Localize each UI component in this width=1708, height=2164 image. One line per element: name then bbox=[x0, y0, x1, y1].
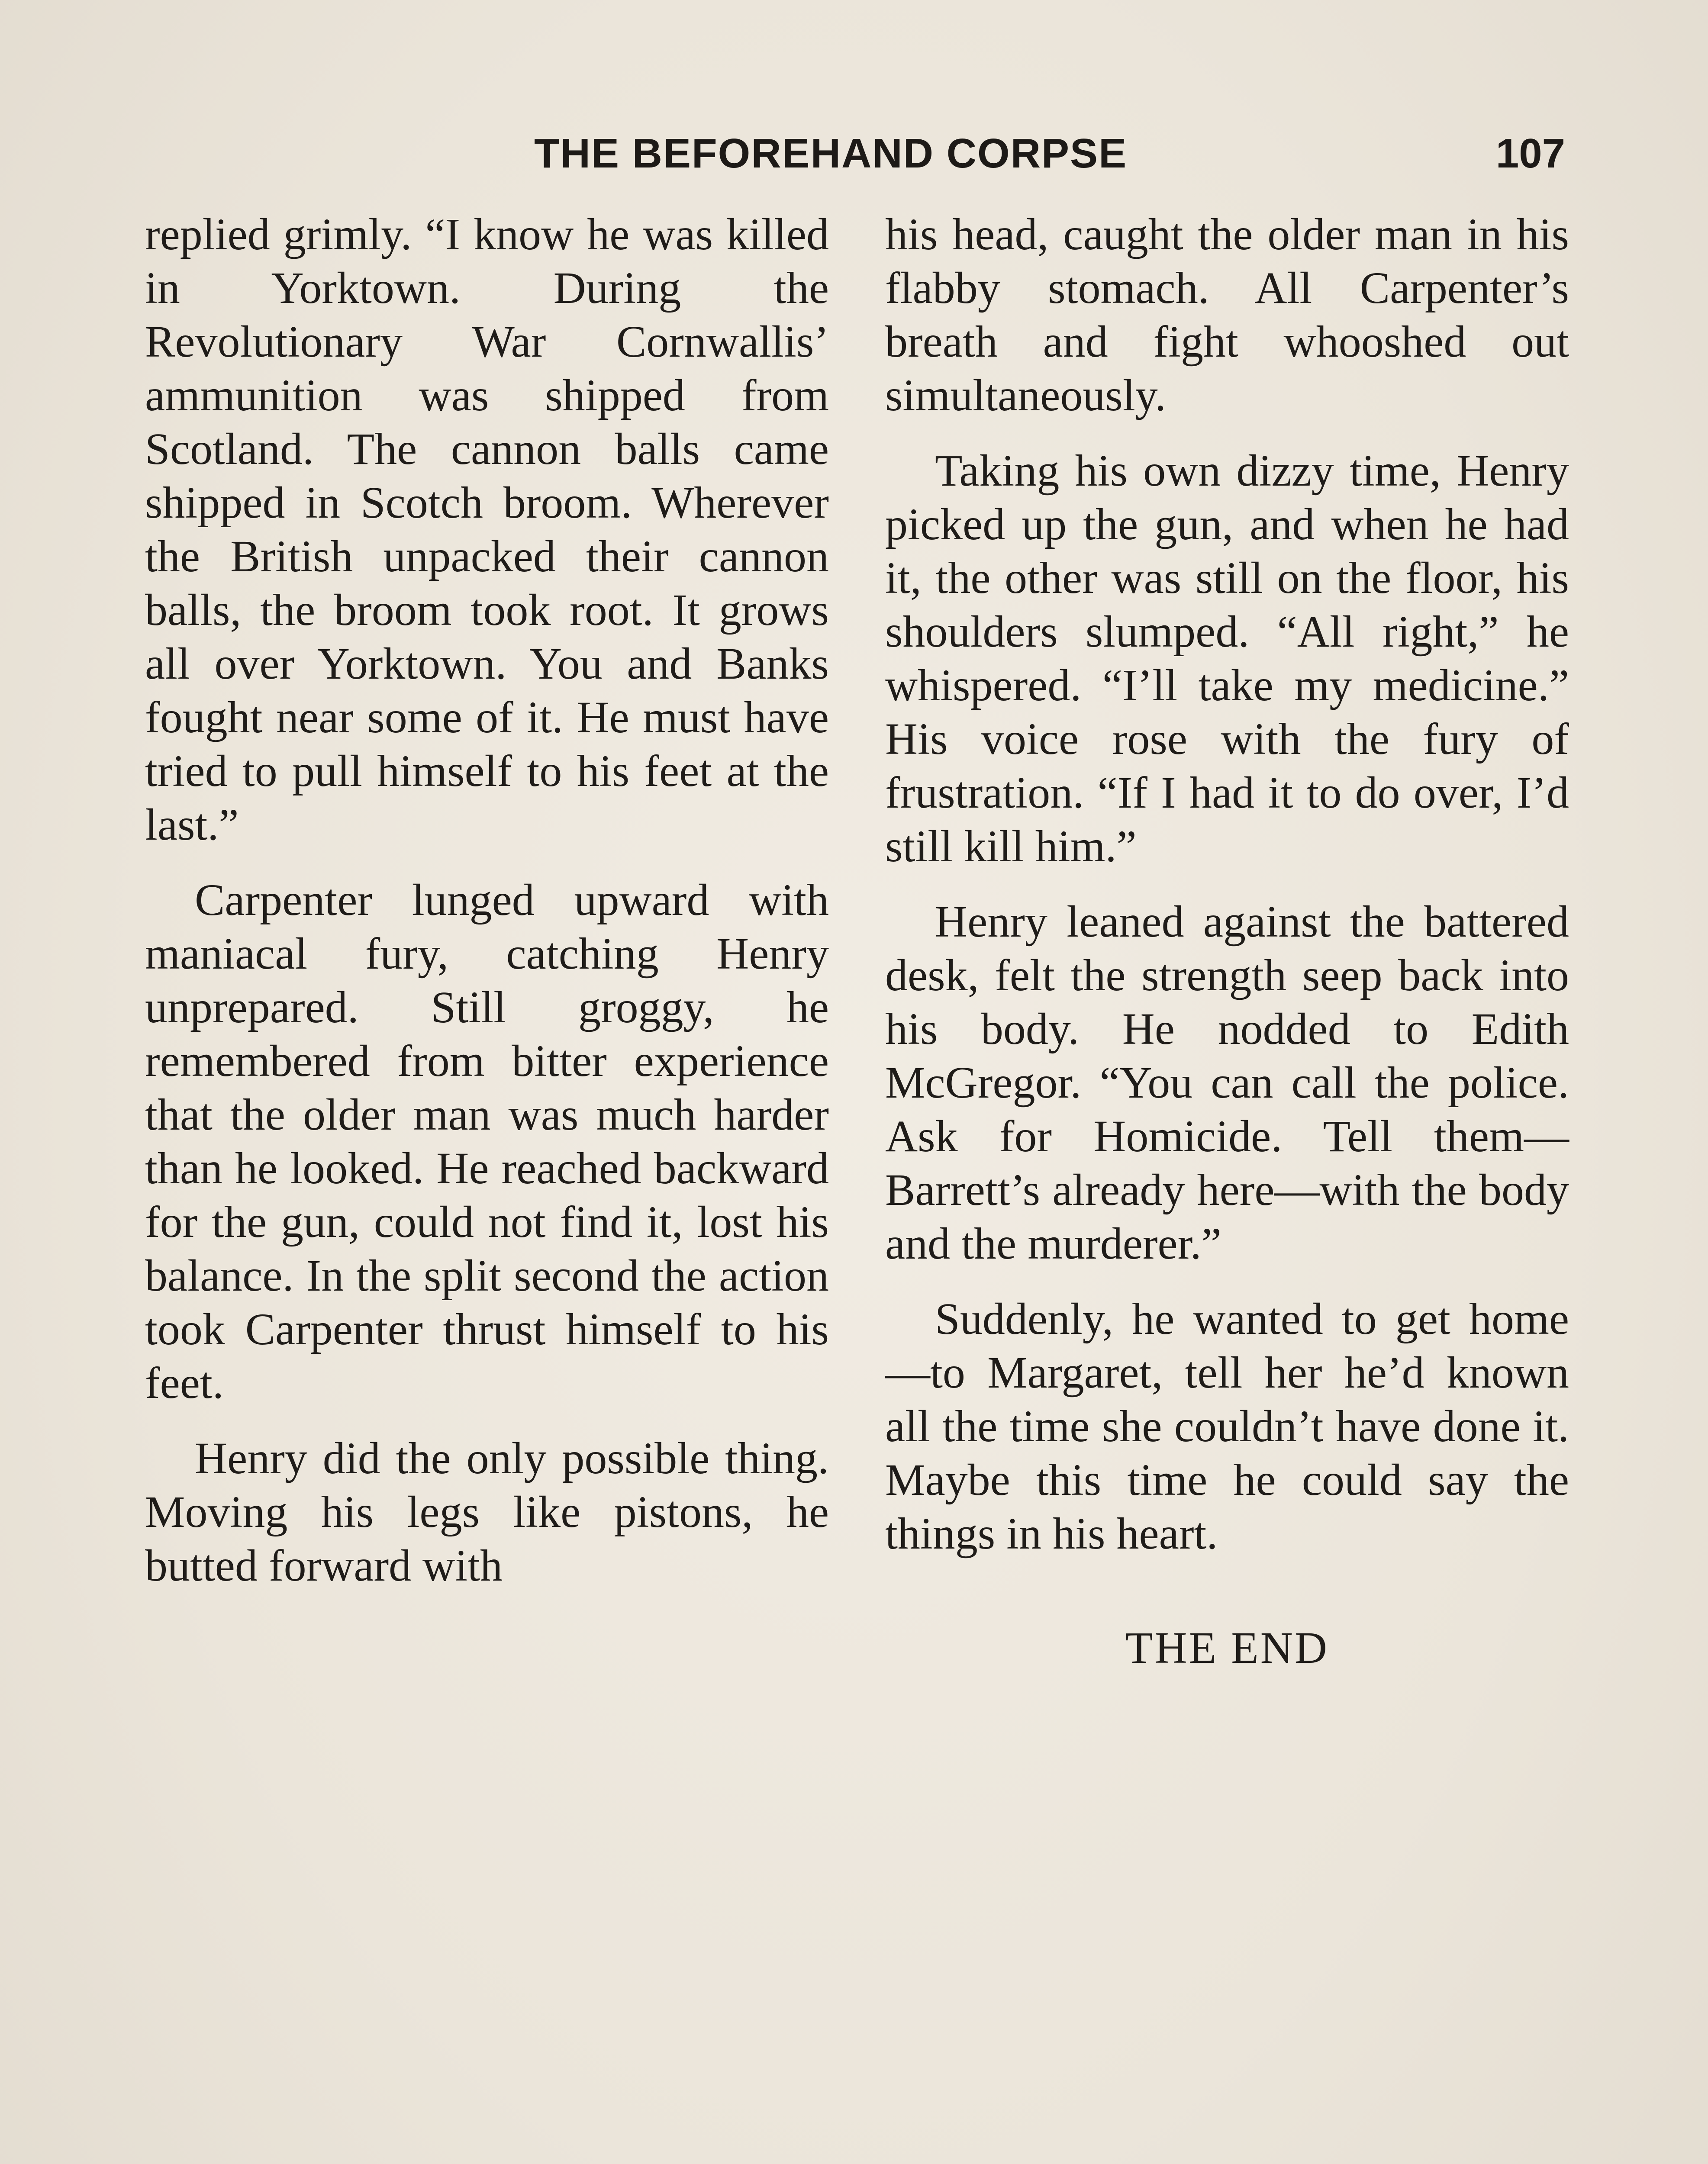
right-column bbox=[885, 208, 1569, 1675]
paragraph: Carpenter lunged upward with maniacal fury, catching Henry unprepared. Still groggy, he remembered from bitter experience that the older man was much harder than he looked. He reached backward for the gun, could not find it, lost his balance. In the split second the action took Carpenter thrust himself to his feet. bbox=[145, 875, 829, 1408]
paragraph: Henry did the only possible thing. Moving his legs like pistons, he butted forward with bbox=[145, 1433, 829, 1591]
running-title: THE BEFOREHAND CORPSE bbox=[534, 130, 1128, 177]
paragraph: Suddenly, he wanted to get home—to Margaret, tell her he’d known all the time she couldn’t have done it. Maybe this time he could say the things in his heart. bbox=[885, 1294, 1569, 1559]
paragraph: Henry leaned against the battered desk, felt the strength seep back into his body. He nodded to Edith McGregor. “You can call the police. Ask for Homicide. Tell them— Barrett’s already here—with the body and the murderer.” bbox=[885, 897, 1569, 1269]
paragraph: Taking his own dizzy time, Henry picked up the gun, and when he had it, the other was still on the floor, his shoulders slumped. “All right,” he whispered. “I’ll take my medicine.” His voice rose with the fury of frustration. “If I had it to do over, I’d still kill him.” bbox=[885, 446, 1569, 871]
paragraph: his head, caught the older man in his flabby stomach. All Carpenter’s breath and fight whooshed out simultaneously. bbox=[885, 209, 1569, 420]
the-end: THE END bbox=[1125, 1623, 1329, 1673]
page-number: 107 bbox=[1495, 130, 1565, 177]
left-column bbox=[145, 208, 829, 1614]
paragraph: replied grimly. “I know he was killed in Yorktown. During the Revolutionary War Cornwallis’ ammunition was shipped from Scotland. The cannon balls came shipped in Scotch broom. Wherever the British unpacked their cannon balls, the broom took root. It grows all over Yorktown. You and Banks fought near some of it. He must have tried to pull himself to his feet at the last.” bbox=[145, 209, 829, 850]
